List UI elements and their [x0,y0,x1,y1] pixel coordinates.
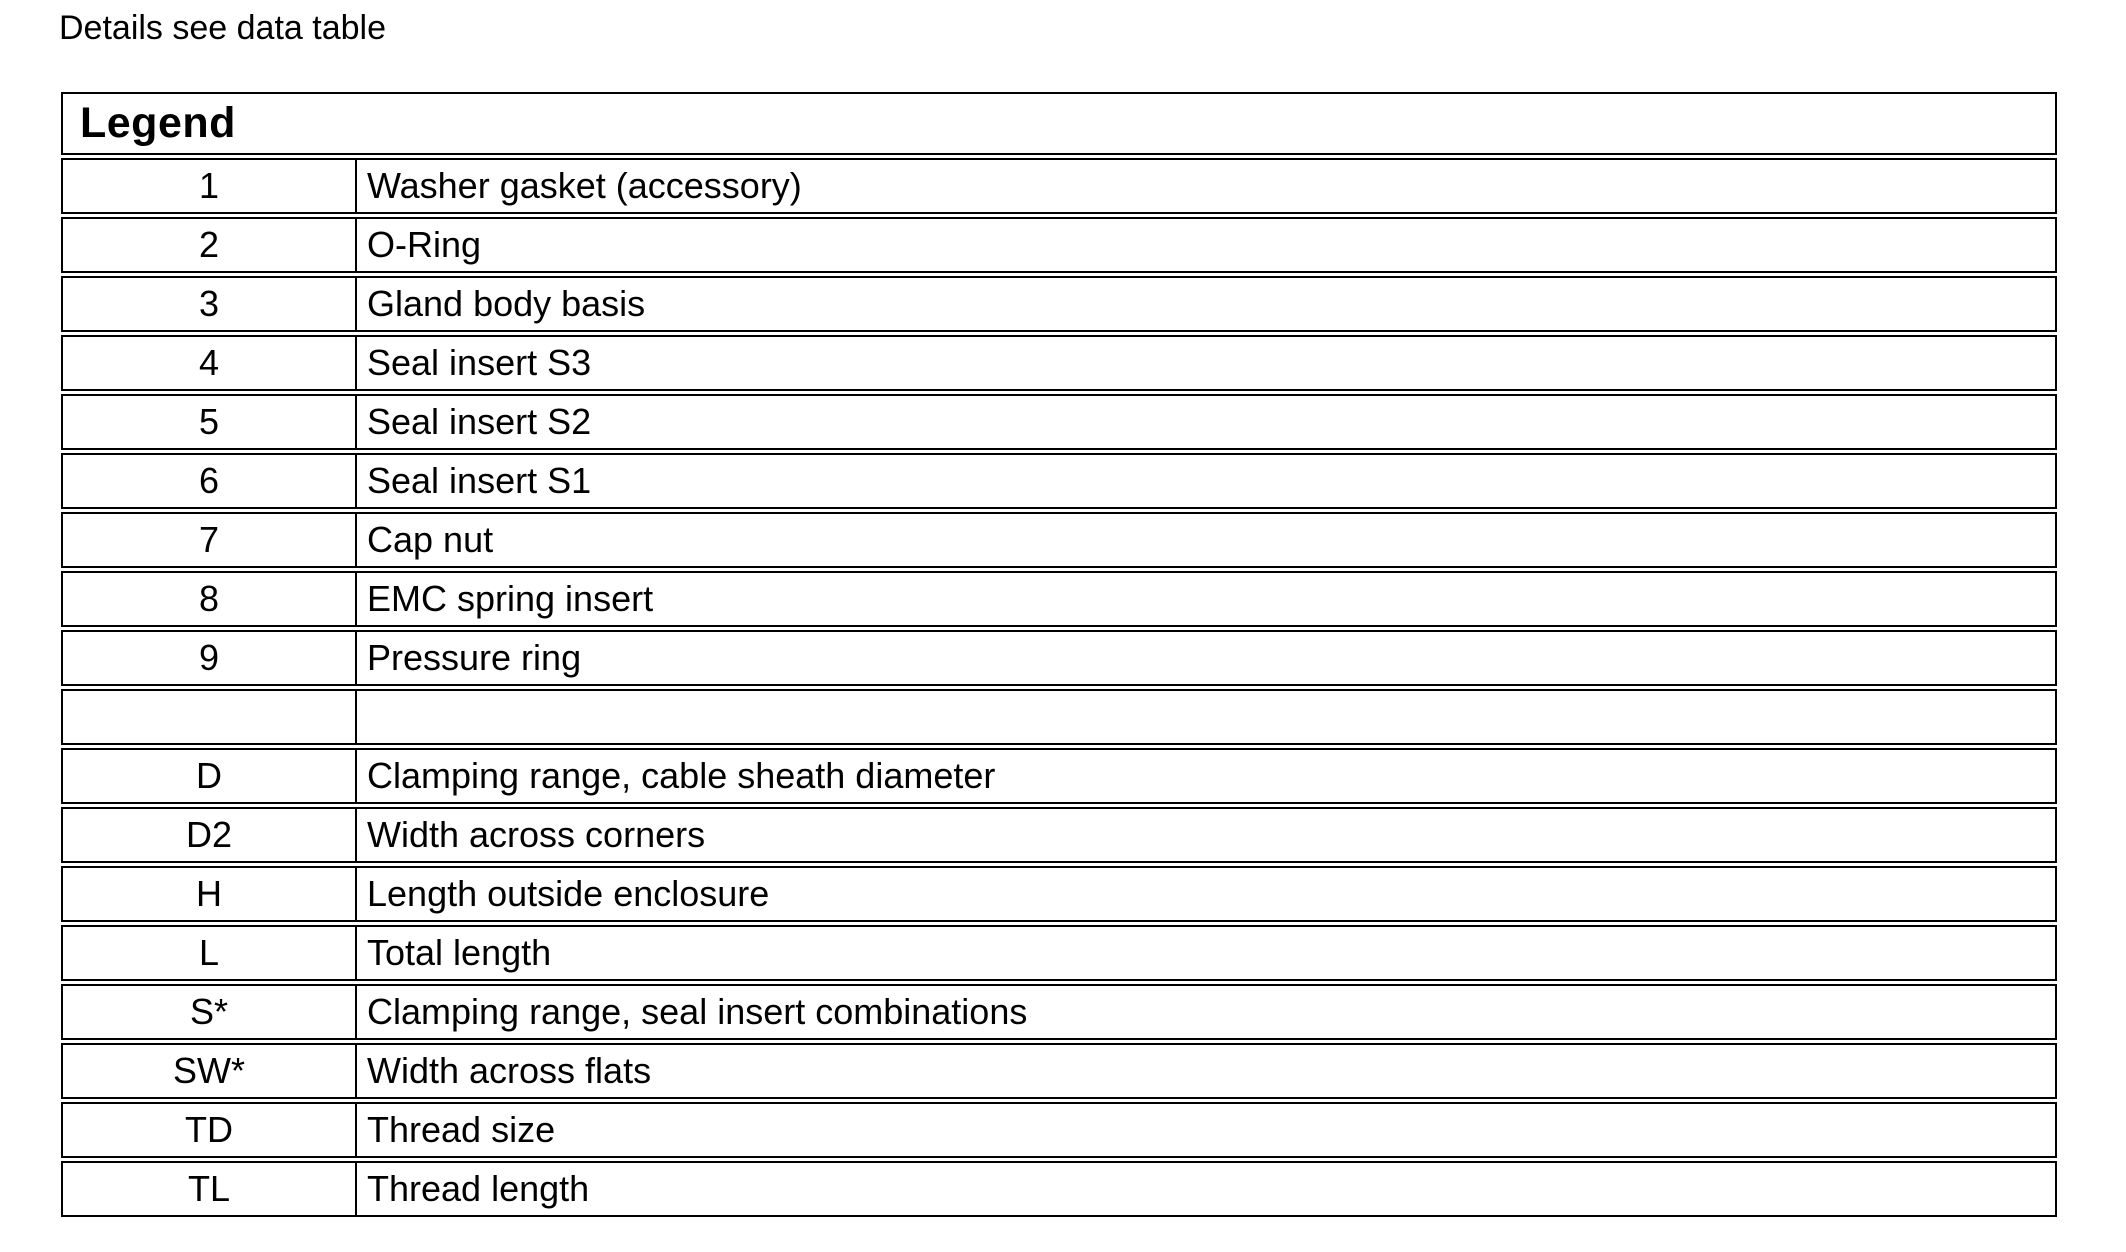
legend-description-cell: Cap nut [367,519,494,560]
legend-key-cell: 8 [63,573,357,625]
legend-key-cell: H [63,868,357,920]
table-row [61,512,2057,568]
legend-key-cell: D2 [63,809,357,861]
legend-header-row [61,92,2057,155]
legend-description-cell: Clamping range, seal insert combinations [367,991,1028,1032]
legend-description-cell: Gland body basis [367,283,646,324]
table-row [61,158,2057,214]
legend-description-cell: EMC spring insert [367,578,654,619]
table-row [61,571,2057,627]
legend-key-cell: 9 [63,632,357,684]
legend-description-cell: Clamping range, cable sheath diameter [367,755,996,796]
legend-description-cell: Total length [367,932,552,973]
legend-key-cell: 6 [63,455,357,507]
legend-description-cell: Seal insert S1 [367,460,592,501]
table-row [61,453,2057,509]
legend-title: Legend [80,99,236,147]
table-row [61,807,2057,863]
legend-key-cell: 4 [63,337,357,389]
legend-key-cell: D [63,750,357,802]
legend-rows [61,158,2057,1217]
legend-description-cell [357,691,2055,743]
table-row [61,630,2057,686]
legend-key-cell: TD [63,1104,357,1156]
legend-description-cell: Thread length [367,1168,590,1209]
table-row [61,925,2057,981]
legend-description-cell: Pressure ring [367,637,582,678]
table-row [61,689,2057,745]
legend-description-cell: Seal insert S2 [367,401,592,442]
table-row [61,335,2057,391]
table-row [61,866,2057,922]
legend-key-cell: L [63,927,357,979]
legend-description-cell: Width across flats [367,1050,652,1091]
legend-description-cell: Length outside enclosure [367,873,770,914]
legend-description-cell: Width across corners [367,814,706,855]
legend-table [61,92,2057,1217]
table-row [61,217,2057,273]
legend-description-cell: O-Ring [367,224,482,265]
table-row [61,276,2057,332]
legend-key-cell: 1 [63,160,357,212]
table-row [61,394,2057,450]
legend-description-cell: Washer gasket (accessory) [367,165,802,206]
table-row [61,748,2057,804]
doc-note: Details see data table [59,9,386,47]
legend-key-cell: SW* [63,1045,357,1097]
legend-key-cell: 7 [63,514,357,566]
table-row [61,1043,2057,1099]
legend-key-cell: TL [63,1163,357,1215]
legend-key-cell: 3 [63,278,357,330]
legend-key-cell: 2 [63,219,357,271]
legend-description-cell: Seal insert S3 [367,342,592,383]
legend-key-cell [63,691,357,743]
table-row [61,1102,2057,1158]
table-row [61,1161,2057,1217]
legend-key-cell: 5 [63,396,357,448]
legend-key-cell: S* [63,986,357,1038]
legend-description-cell: Thread size [367,1109,556,1150]
table-row [61,984,2057,1040]
